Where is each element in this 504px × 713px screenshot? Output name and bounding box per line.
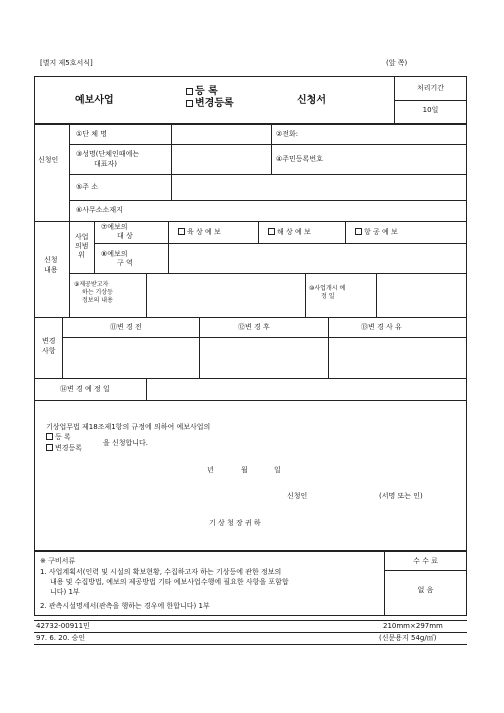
provided-info-label-line1: ⑨제공받고자 bbox=[74, 281, 109, 288]
forecast-region-field[interactable] bbox=[169, 244, 466, 273]
title-option-register[interactable]: 등 록 bbox=[186, 86, 218, 98]
footer-approval: 97. 6. 20. 승인 bbox=[36, 634, 86, 642]
forecast-target-label-line1: ⑦예보의 bbox=[101, 223, 128, 231]
scope-label-1: 사업 bbox=[75, 233, 89, 241]
checkbox-icon bbox=[186, 88, 193, 95]
rep-name-label-line1: ③성명(단체인때에는 bbox=[76, 150, 140, 158]
page-side: (앞 쪽) bbox=[386, 59, 408, 67]
content-section-label-1: 신청 bbox=[44, 256, 58, 264]
signature-note: (서명 또는 인) bbox=[379, 492, 423, 500]
land-forecast-option[interactable]: 육 상 예 보 bbox=[178, 228, 221, 237]
address-label: ⑤주 소 bbox=[76, 183, 99, 191]
applicant-signature-label: 신청인 bbox=[287, 492, 308, 500]
declaration-closing: 을 신청합니다. bbox=[103, 439, 149, 447]
change-before-label: ⑪변 경 전 bbox=[110, 323, 142, 331]
start-date-field[interactable] bbox=[377, 274, 466, 317]
documents-item1-line1: 1. 사업계획서(인력 및 시설의 확보현황, 수집하고자 하는 기상등에 관한 정보의 bbox=[40, 568, 282, 576]
footer-code: 42732-00911민 bbox=[36, 622, 90, 630]
footer-paper-type: (신문용지 54g/㎡) bbox=[379, 634, 437, 642]
declaration-option-change[interactable]: 변경등록 bbox=[46, 444, 82, 453]
date-year-label: 년 bbox=[207, 466, 214, 474]
provided-info-label-line2: 하는 기상등 bbox=[82, 289, 113, 296]
change-before-field[interactable] bbox=[63, 338, 198, 378]
provided-info-field[interactable] bbox=[147, 274, 304, 317]
date-month-label: 월 bbox=[241, 466, 248, 474]
change-section-label-2: 사항 bbox=[42, 347, 56, 355]
change-after-field[interactable] bbox=[200, 338, 327, 378]
checkbox-icon bbox=[46, 444, 53, 451]
change-reason-label: ⑬변 경 사 유 bbox=[361, 323, 402, 331]
change-section-label-1: 변경 bbox=[42, 337, 56, 345]
content-section-label-2: 내용 bbox=[44, 266, 58, 274]
form-title-main: 예보사업 bbox=[75, 95, 114, 106]
declaration-option-register[interactable]: 등 록 bbox=[46, 433, 71, 442]
rep-name-label-line2: 대표자) bbox=[94, 160, 118, 168]
phone-field[interactable] bbox=[310, 125, 466, 144]
provided-info-label-line3: 정보의 내용 bbox=[82, 297, 113, 304]
air-forecast-option[interactable]: 항 공 예 보 bbox=[355, 228, 398, 237]
forecast-region-label-line1: ⑧예보의 bbox=[101, 250, 128, 258]
office-location-field[interactable] bbox=[146, 201, 466, 221]
applicant-section-label: 신청인 bbox=[38, 156, 59, 164]
documents-item1-line3: 니다) 1부 bbox=[50, 588, 80, 596]
scope-label-3: 위 bbox=[78, 251, 85, 259]
checkbox-icon bbox=[355, 228, 362, 235]
change-planned-date-label: ⑭변 경 예 정 일 bbox=[60, 385, 110, 393]
form-title-suffix: 신청서 bbox=[297, 95, 326, 106]
form-number: [별지 제5호서식] bbox=[40, 59, 93, 67]
forecast-target-label-line2: 대 상 bbox=[117, 232, 133, 240]
documents-heading: ※ 구비서류 bbox=[40, 557, 76, 565]
scope-label-2: 의범 bbox=[75, 242, 89, 250]
rep-name-field[interactable] bbox=[172, 145, 270, 174]
processing-period-label: 처리기간 bbox=[416, 84, 445, 92]
checkbox-icon bbox=[268, 228, 275, 235]
documents-item2: 2. 관측시설명세서(관측을 행하는 경우에 한합니다) 1부 bbox=[40, 602, 210, 610]
change-planned-date-field[interactable] bbox=[147, 379, 466, 401]
resident-no-label: ④주민등록번호 bbox=[276, 155, 323, 163]
org-name-field[interactable] bbox=[172, 125, 270, 144]
processing-period-value: 10일 bbox=[422, 106, 439, 114]
fee-label: 수 수 료 bbox=[413, 557, 438, 565]
phone-label: ②전화: bbox=[276, 130, 299, 138]
fee-value: 없 음 bbox=[417, 586, 434, 594]
footer-paper-size: 210mm×297mm bbox=[383, 622, 443, 630]
address-field[interactable] bbox=[172, 175, 466, 200]
org-name-label: ①단 체 명 bbox=[76, 130, 108, 138]
start-date-label-line1: ⑩사업개시 예 bbox=[309, 285, 346, 292]
title-option-change[interactable]: 변경등록 bbox=[186, 98, 234, 110]
resident-no-field[interactable] bbox=[360, 145, 466, 174]
date-day-label: 일 bbox=[274, 466, 281, 474]
checkbox-icon bbox=[46, 433, 53, 440]
addressee: 기 상 청 장 귀 하 bbox=[209, 519, 261, 527]
documents-item1-line2: 내용 및 수집방법, 예보의 제공방법 기타 예보사업수행에 필요한 사항을 포함합 bbox=[50, 578, 289, 586]
start-date-label-line2: 정 일 bbox=[321, 293, 335, 300]
forecast-region-label-line2: 구 역 bbox=[117, 259, 133, 267]
checkbox-icon bbox=[186, 100, 193, 107]
declaration-statement: 기상업무법 제18조제1항의 규정에 의하여 예보사업의 bbox=[46, 423, 211, 431]
change-after-label: ⑫변 경 후 bbox=[238, 323, 270, 331]
office-location-label: ⑥사무소소재지 bbox=[76, 206, 123, 214]
sea-forecast-option[interactable]: 해 상 예 보 bbox=[268, 228, 311, 237]
change-reason-field[interactable] bbox=[329, 338, 466, 378]
checkbox-icon bbox=[178, 228, 185, 235]
